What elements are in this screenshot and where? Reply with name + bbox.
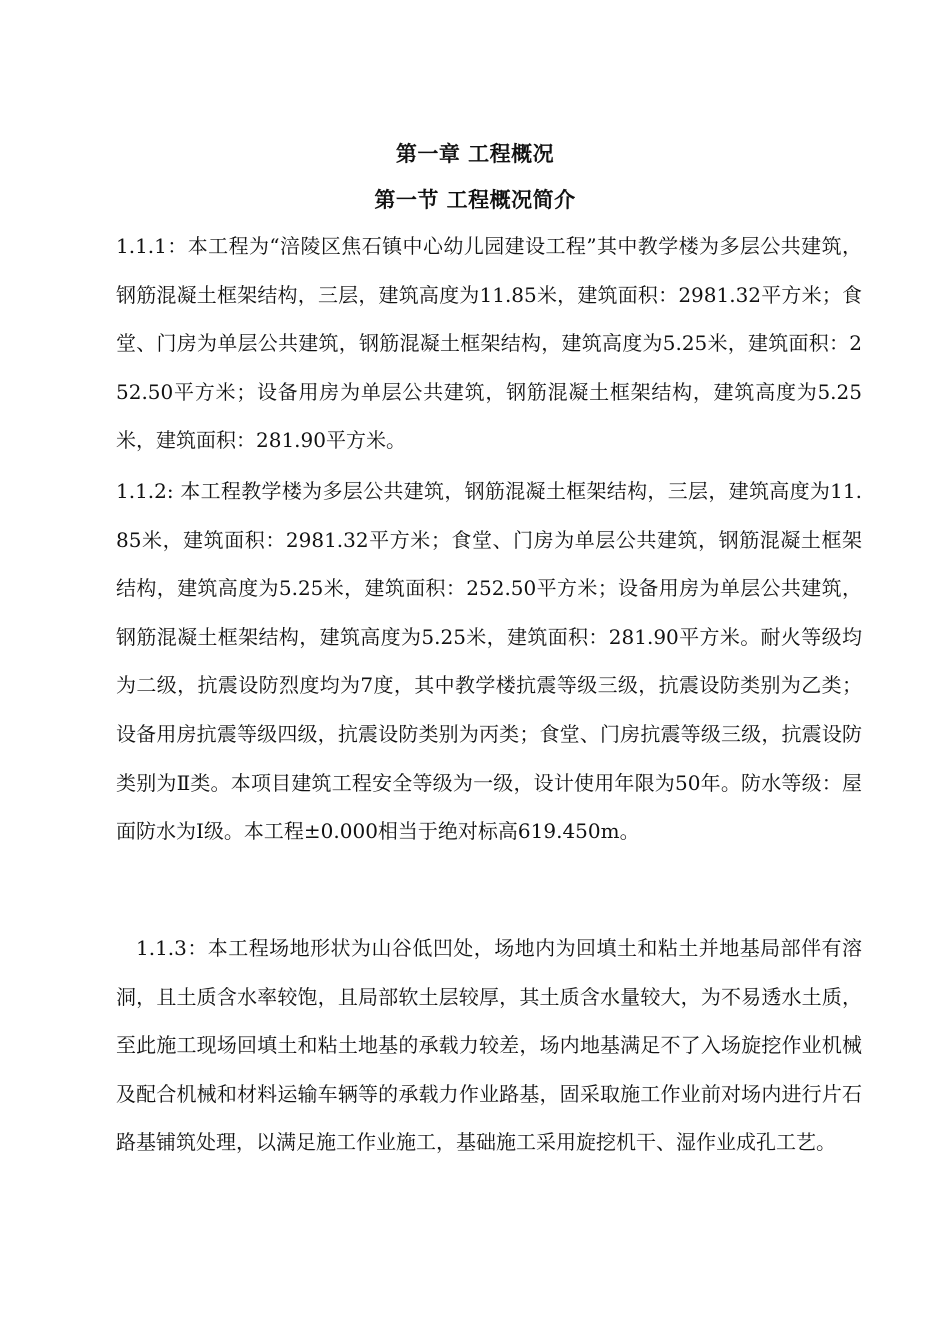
paragraph-1-1-1: 1.1.1：本工程为“涪陵区焦石镇中心幼儿园建设工程”其中教学楼为多层公共建筑，钢筋混凝土框架结构，三层，建筑高度为11.85米，建筑面积：2981.32平方米；食堂、门房为单层公共建筑，钢筋混凝土框架结构，建筑高度为5.25米，建筑面积：252.50平方米；设备用房为单层公共建筑，钢筋混凝土框架结构，建筑高度为5.25米，建筑面积：281.90平方米。 [116,234,862,453]
paragraph-1-1-3: 1.1.3：本工程场地形状为山谷低凹处，场地内为回填土和粘土并地基局部伴有溶洞，且土质含水率较饱，且局部软土层较厚，其土质含水量较大，为不易透水土质，至此施工现场回填土和粘土地基的承载力较差，场内地基满足不了入场旋挖作业机械及配合机械和材料运输车辆等的承载力作业路基，固采取施工作业前对场内进行片石路基铺筑处理，以满足施工作业施工，基础施工采用旋挖机干、湿作业成孔工艺。 [116,936,862,1155]
paragraph-1-1-2: 1.1.2: 本工程教学楼为多层公共建筑，钢筋混凝土框架结构，三层，建筑高度为11.85米，建筑面积：2981.32平方米；食堂、门房为单层公共建筑，钢筋混凝土框架结构，建筑高度为5.25米，建筑面积：252.50平方米；设备用房为单层公共建筑，钢筋混凝土框架结构，建筑高度为5.25米，建筑面积：281.90平方米。耐火等级均为二级，抗震设防烈度均为7度，其中教学楼抗震等级三级，抗震设防类别为乙类；设备用房抗震等级四级，抗震设防类别为丙类；食堂、门房抗震等级三级，抗震设防类别为Ⅱ类。本项目建筑工程安全等级为一级，设计使用年限为50年。防水等级：屋面防水为Ⅰ级。本工程±0.000相当于绝对标高619.450m。 [116,479,862,844]
chapter-title: 第一章 工程概况 [395,141,555,166]
section-title: 第一节 工程概况简介 [374,187,576,212]
